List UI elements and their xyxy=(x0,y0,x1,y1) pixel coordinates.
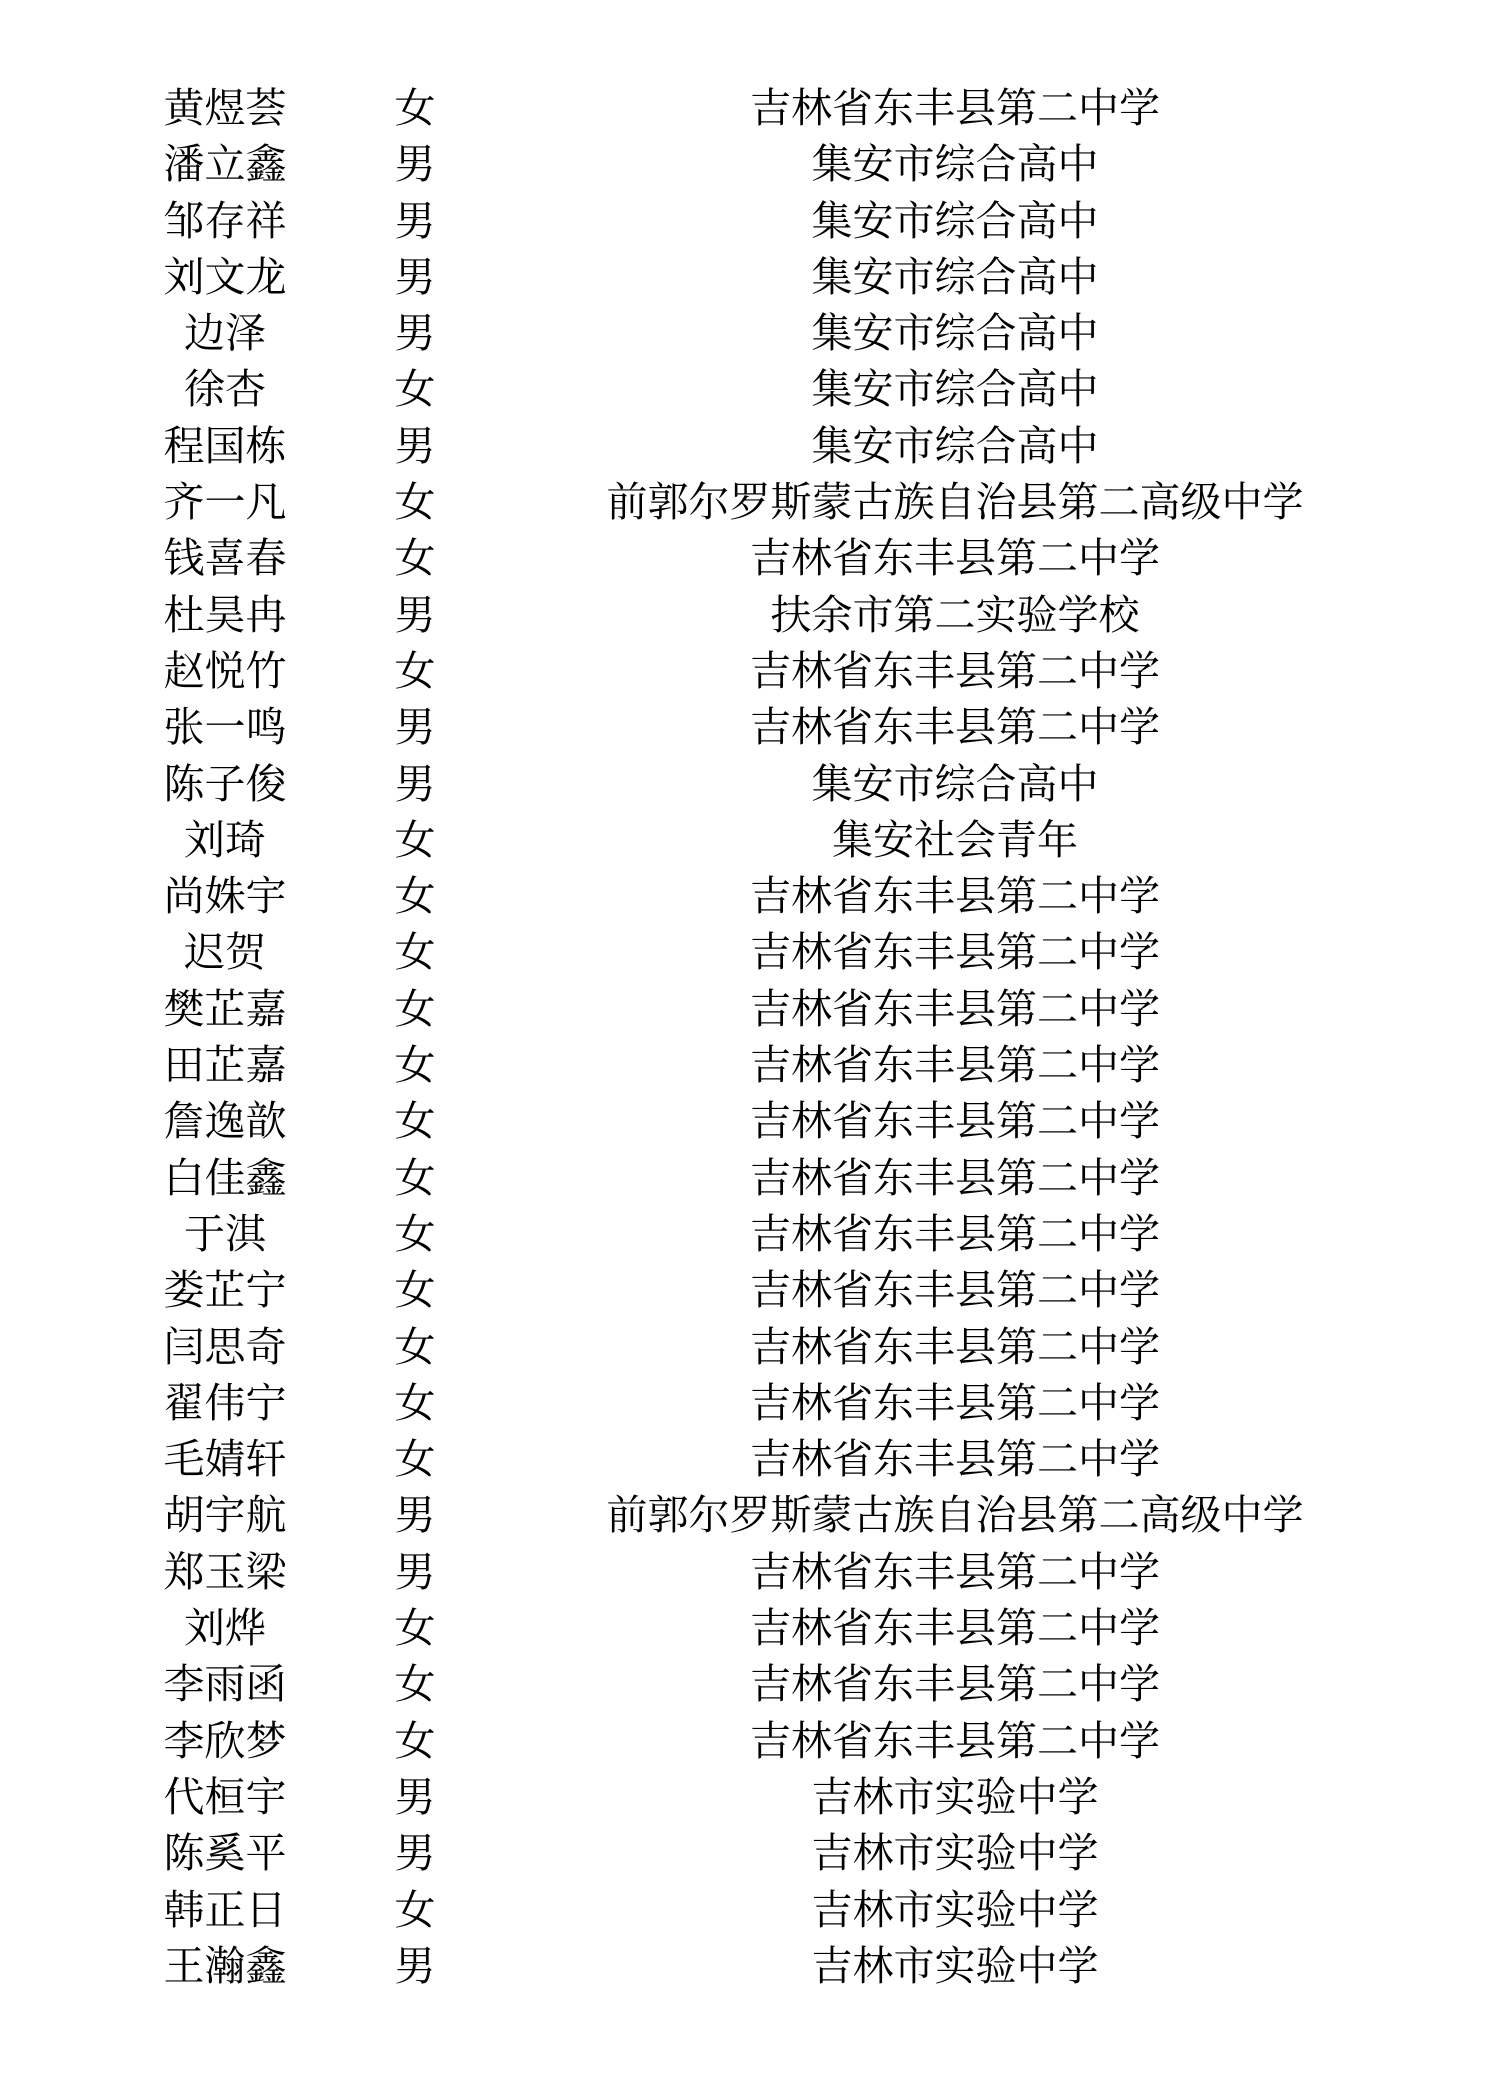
student-school: 集安市综合高中 xyxy=(811,196,1099,245)
student-school: 吉林省东丰县第二中学 xyxy=(750,984,1160,1033)
student-name: 娄芷宁 xyxy=(163,1266,287,1315)
list-item xyxy=(0,1206,1496,1262)
student-gender: 女 xyxy=(394,84,436,132)
student-school: 吉林省东丰县第二中学 xyxy=(750,646,1160,695)
student-name: 潘立鑫 xyxy=(163,140,287,189)
list-item xyxy=(0,587,1496,643)
student-gender: 女 xyxy=(394,478,436,527)
student-name: 白佳鑫 xyxy=(163,1153,287,1202)
student-gender: 女 xyxy=(394,646,436,695)
student-name: 翟伟宁 xyxy=(163,1378,287,1427)
student-name: 刘烨 xyxy=(184,1604,266,1653)
student-school: 吉林省东丰县第二中学 xyxy=(750,1660,1160,1709)
student-school: 吉林市实验中学 xyxy=(811,1885,1099,1934)
student-school: 集安社会青年 xyxy=(832,815,1078,864)
list-item xyxy=(0,1431,1496,1487)
list-item xyxy=(0,643,1496,699)
student-name: 刘文龙 xyxy=(163,252,287,301)
student-school: 吉林省东丰县第二中学 xyxy=(750,928,1160,977)
student-school: 吉林市实验中学 xyxy=(811,1829,1099,1878)
list-item xyxy=(0,699,1496,755)
list-item xyxy=(0,1093,1496,1149)
list-item xyxy=(0,474,1496,530)
list-item xyxy=(0,1037,1496,1093)
list-item xyxy=(0,1882,1496,1938)
student-gender: 男 xyxy=(394,1772,436,1821)
student-name: 陈奚平 xyxy=(163,1829,287,1878)
student-school: 吉林省东丰县第二中学 xyxy=(750,1322,1160,1371)
student-name: 边泽 xyxy=(184,309,266,358)
student-name: 胡宇航 xyxy=(163,1491,287,1540)
list-item xyxy=(0,1487,1496,1543)
student-school: 吉林市实验中学 xyxy=(811,1772,1099,1821)
student-name: 陈子俊 xyxy=(163,759,287,808)
student-gender: 男 xyxy=(394,1829,436,1878)
student-name: 闫思奇 xyxy=(163,1322,287,1371)
student-name: 程国栋 xyxy=(163,421,287,470)
student-school: 吉林省东丰县第二中学 xyxy=(750,1547,1160,1596)
student-school: 吉林省东丰县第二中学 xyxy=(750,1209,1160,1258)
student-gender: 女 xyxy=(394,1041,436,1090)
student-name: 田芷嘉 xyxy=(163,1041,287,1090)
student-school: 扶余市第二实验学校 xyxy=(770,590,1140,639)
student-gender: 男 xyxy=(394,590,436,639)
student-gender: 男 xyxy=(394,703,436,752)
student-gender: 男 xyxy=(394,196,436,245)
student-gender: 女 xyxy=(394,1604,436,1653)
student-school: 集安市综合高中 xyxy=(811,365,1099,414)
student-name: 樊芷嘉 xyxy=(163,984,287,1033)
student-name: 杜昊冉 xyxy=(163,590,287,639)
student-name: 代桓宇 xyxy=(163,1772,287,1821)
student-gender: 女 xyxy=(394,815,436,864)
list-item xyxy=(0,868,1496,924)
student-school: 前郭尔罗斯蒙古族自治县第二高级中学 xyxy=(606,1491,1304,1540)
student-name: 韩正日 xyxy=(163,1885,287,1934)
student-name: 詹逸歆 xyxy=(163,1097,287,1146)
list-item xyxy=(0,1375,1496,1431)
student-school: 吉林省东丰县第二中学 xyxy=(750,534,1160,583)
student-gender: 女 xyxy=(394,1378,436,1427)
list-item xyxy=(0,756,1496,812)
student-gender: 女 xyxy=(394,984,436,1033)
student-gender: 女 xyxy=(394,365,436,414)
list-item xyxy=(0,361,1496,417)
list-item xyxy=(0,1825,1496,1881)
student-gender: 男 xyxy=(394,309,436,358)
student-name: 张一鸣 xyxy=(163,703,287,752)
student-gender: 女 xyxy=(394,928,436,977)
student-gender: 男 xyxy=(394,1547,436,1596)
list-item xyxy=(0,530,1496,586)
student-name: 李雨函 xyxy=(163,1660,287,1709)
list-item xyxy=(0,1262,1496,1318)
list-item xyxy=(0,1656,1496,1712)
student-school: 吉林省东丰县第二中学 xyxy=(750,1041,1160,1090)
student-gender: 男 xyxy=(394,140,436,189)
student-school: 集安市综合高中 xyxy=(811,421,1099,470)
student-school: 吉林省东丰县第二中学 xyxy=(750,1604,1160,1653)
list-item xyxy=(0,1319,1496,1375)
student-school: 吉林省东丰县第二中学 xyxy=(750,1378,1160,1427)
student-name: 毛婧轩 xyxy=(163,1435,287,1484)
student-name: 齐一凡 xyxy=(163,478,287,527)
student-school: 吉林省东丰县第二中学 xyxy=(750,1716,1160,1765)
student-name: 郑玉梁 xyxy=(163,1547,287,1596)
student-name: 迟贺 xyxy=(184,928,266,977)
student-name: 黄煜荟 xyxy=(163,84,287,132)
list-item xyxy=(0,981,1496,1037)
list-item xyxy=(0,812,1496,868)
list-item xyxy=(0,1544,1496,1600)
student-school: 前郭尔罗斯蒙古族自治县第二高级中学 xyxy=(606,478,1304,527)
student-gender: 女 xyxy=(394,1885,436,1934)
student-gender: 男 xyxy=(394,1491,436,1540)
student-gender: 男 xyxy=(394,421,436,470)
list-item xyxy=(0,1938,1496,1994)
list-item xyxy=(0,305,1496,361)
list-item xyxy=(0,136,1496,192)
student-school: 集安市综合高中 xyxy=(811,252,1099,301)
student-name: 徐杏 xyxy=(184,365,266,414)
student-school: 集安市综合高中 xyxy=(811,759,1099,808)
roster-list xyxy=(0,80,1496,1994)
student-school: 吉林省东丰县第二中学 xyxy=(750,872,1160,921)
list-item xyxy=(0,418,1496,474)
student-name: 尚姝宇 xyxy=(163,872,287,921)
student-school: 吉林省东丰县第二中学 xyxy=(750,703,1160,752)
student-name: 赵悦竹 xyxy=(163,646,287,695)
student-name: 李欣梦 xyxy=(163,1716,287,1765)
list-item xyxy=(0,1769,1496,1825)
list-item xyxy=(0,1600,1496,1656)
student-name: 王瀚鑫 xyxy=(163,1941,287,1990)
student-gender: 男 xyxy=(394,759,436,808)
student-name: 于淇 xyxy=(184,1209,266,1258)
student-school: 吉林省东丰县第二中学 xyxy=(750,1153,1160,1202)
student-school: 吉林省东丰县第二中学 xyxy=(750,84,1160,132)
student-school: 吉林省东丰县第二中学 xyxy=(750,1266,1160,1315)
student-gender: 女 xyxy=(394,1435,436,1484)
list-item xyxy=(0,924,1496,980)
student-school: 吉林省东丰县第二中学 xyxy=(750,1097,1160,1146)
student-name: 钱喜春 xyxy=(163,534,287,583)
list-item xyxy=(0,80,1496,136)
student-gender: 女 xyxy=(394,1660,436,1709)
student-name: 刘琦 xyxy=(184,815,266,864)
student-gender: 男 xyxy=(394,1941,436,1990)
student-school: 吉林省东丰县第二中学 xyxy=(750,1435,1160,1484)
student-school: 集安市综合高中 xyxy=(811,140,1099,189)
student-gender: 女 xyxy=(394,534,436,583)
student-gender: 女 xyxy=(394,1716,436,1765)
student-name: 邹存祥 xyxy=(163,196,287,245)
student-gender: 女 xyxy=(394,872,436,921)
student-gender: 女 xyxy=(394,1322,436,1371)
student-gender: 女 xyxy=(394,1266,436,1315)
student-gender: 男 xyxy=(394,252,436,301)
list-item xyxy=(0,193,1496,249)
student-school: 吉林市实验中学 xyxy=(811,1941,1099,1990)
student-gender: 女 xyxy=(394,1153,436,1202)
student-gender: 女 xyxy=(394,1209,436,1258)
list-item xyxy=(0,1713,1496,1769)
student-gender: 女 xyxy=(394,1097,436,1146)
list-item xyxy=(0,1150,1496,1206)
list-item xyxy=(0,249,1496,305)
student-school: 集安市综合高中 xyxy=(811,309,1099,358)
